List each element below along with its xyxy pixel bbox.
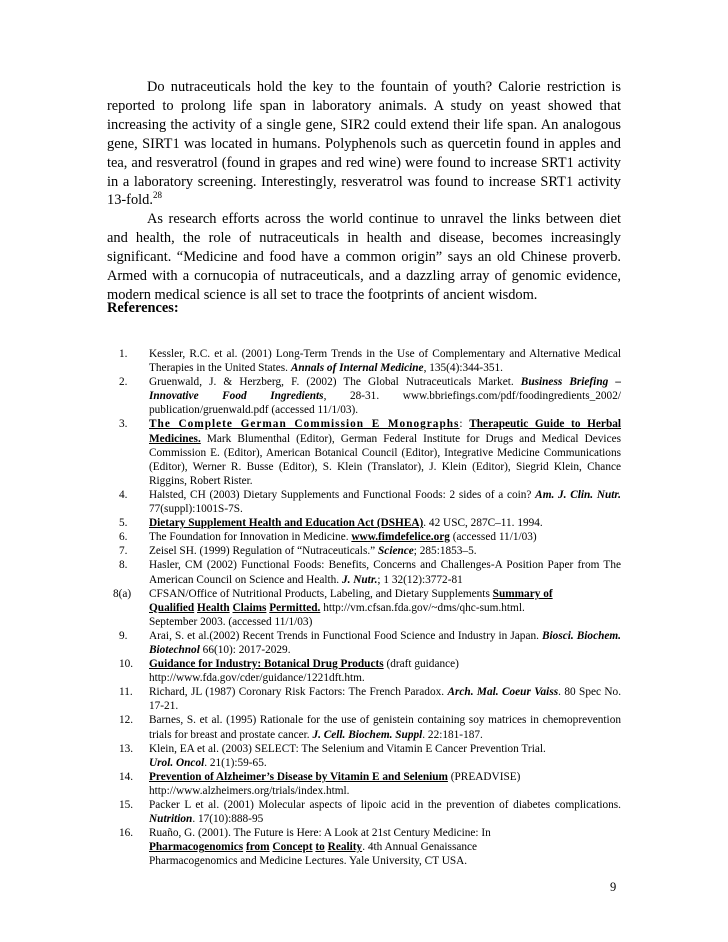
reference-item: 6. The Foundation for Innovation in Medicine. www.fimdefelice.org (accessed 11/1/03) <box>119 531 537 544</box>
reference-item: 12. Barnes, S. et al. (1995) Rationale for the use of genistein containing soy matrices in chemoprevention trials for breast and prostate cancer. J. Cell. Biochem. Suppl. 22:181-187. <box>119 714 621 741</box>
reference-item: 11. Richard, JL (1987) Coronary Risk Factors: The French Paradox. Arch. Mal. Coeur Vaiss. 80 Spec No. 17-21. <box>119 686 622 713</box>
reference-item: 15. Packer L et al. (2001) Molecular aspects of lipoic acid in the prevention of diabetes complications. Nutrition. 17(10):888-95 <box>119 799 621 826</box>
reference-item: 10. Guidance for Industry: Botanical Drug Products (draft guidance) http://www.fda.gov/cder/guidance/1221dft.htm. <box>119 658 459 685</box>
reference-item: 8(a) CFSAN/Office of Nutritional Products, Labeling, and Dietary Supplements Summary of Qualified Health Claims Permitted. http://vm.cfsan.fda.gov/~dms/qhc-sum.html. September 2003. (accessed 11/1/03) <box>113 587 553 628</box>
reference-item: 5. Dietary Supplement Health and Education Act (DSHEA). 42 USC, 287C–11. 1994. <box>119 517 543 530</box>
reference-item: 3. The Complete German Commission E Monographs: Therapeutic Guide to Herbal Medicines. Mark Blumenthal (Editor), German Federal Institute for Drugs and Medical Devices Commission E. (Editor), American Botanical Council (Editor), Integrative Medicine Communications (Editor), Werner R. Busse (Editor), S. Klein (Translator), J. Klein (Editor), Siegrid Klein, Chance Riggins, Robert Rister. <box>119 418 622 487</box>
body-text <box>107 78 621 305</box>
reference-item: 2. Gruenwald, J. & Herzberg, F. (2002) The Global Nutraceuticals Market. Business Briefing – Innovative Food Ingredients, 28-31. www.bbriefings.com/pdf/foodingredients_2002/ publication/gruenwald.pdf (accessed 11/1/03). <box>119 376 622 417</box>
paragraph-2: As research efforts across the world continue to unravel the links between diet and health, the role of nutraceuticals in health and disease, becomes increasingly significant. “Medicine and food have a common origin” says an old Chinese proverb. Armed with a cornucopia of nutraceuticals, and a dazzling array of genomic evidence, modern medical science is all set to trace the footprints of ancient wisdom. <box>107 211 621 303</box>
reference-item: 1. Kessler, R.C. et al. (2001) Long-Term Trends in the Use of Complementary and Alternative Medical Therapies in the United States. Annals of Internal Medicine, 135(4):344-351. <box>119 348 621 375</box>
reference-item: 13. Klein, EA et al. (2003) SELECT: The Selenium and Vitamin E Cancer Prevention Trial. Urol. Oncol. 21(1):59-65. <box>119 742 546 769</box>
reference-item: 16. Ruaño, G. (2001). The Future is Here: A Look at 21st Century Medicine: In Pharmacogenomics from Concept to Reality. 4th Annual Genaissance Pharmacogenomics and Medicine Lectures. Yale University, CT USA. <box>119 827 491 868</box>
references-list <box>113 347 622 868</box>
reference-item: 14. Prevention of Alzheimer’s Disease by Vitamin E and Selenium (PREADVISE) http://www.alzheimers.org/trials/index.html. <box>119 770 521 797</box>
paragraph-1: Do nutraceuticals hold the key to the fountain of youth? Calorie restriction is reported to prolong life span in laboratory animals. A study on yeast showed that increasing the activity of a single gene, SIR2 could extend their life span. An analogous gene, SIRT1 was located in humans. Polyphenols such as quercetin found in apples and tea, and resveratrol (found in grapes and red wine) were found to increase SRT1 activity in a laboratory screening. Interestingly, resveratrol was found to increase SRT1 activity 13-fold.$^{28}$ <box>107 79 621 209</box>
reference-item: 4. Halsted, CH (2003) Dietary Supplements and Functional Foods: 2 sides of a coin? Am. J. Clin. Nutr. 77(suppl):1001S-7S. <box>119 488 622 516</box>
page-number: 9 <box>610 880 617 894</box>
reference-item: 9. Arai, S. et al.(2002) Recent Trends in Functional Food Science and Industry in Japan. Biosci. Biochem. Biotechnol 66(10): 2017-2029. <box>119 629 622 656</box>
citation-superscript: 28 <box>152 190 162 201</box>
reference-item: 8. Hasler, CM (2002) Functional Foods: Benefits, Concerns and Challenges-A Position Paper from The American Council on Science and Health. J. Nutr.; 1 32(12):3772-81 <box>119 559 621 586</box>
references-heading: References: <box>107 300 179 316</box>
reference-item: 7. Zeisel SH. (1999) Regulation of “Nutraceuticals.” Science; 285:1853–5. <box>119 545 477 558</box>
